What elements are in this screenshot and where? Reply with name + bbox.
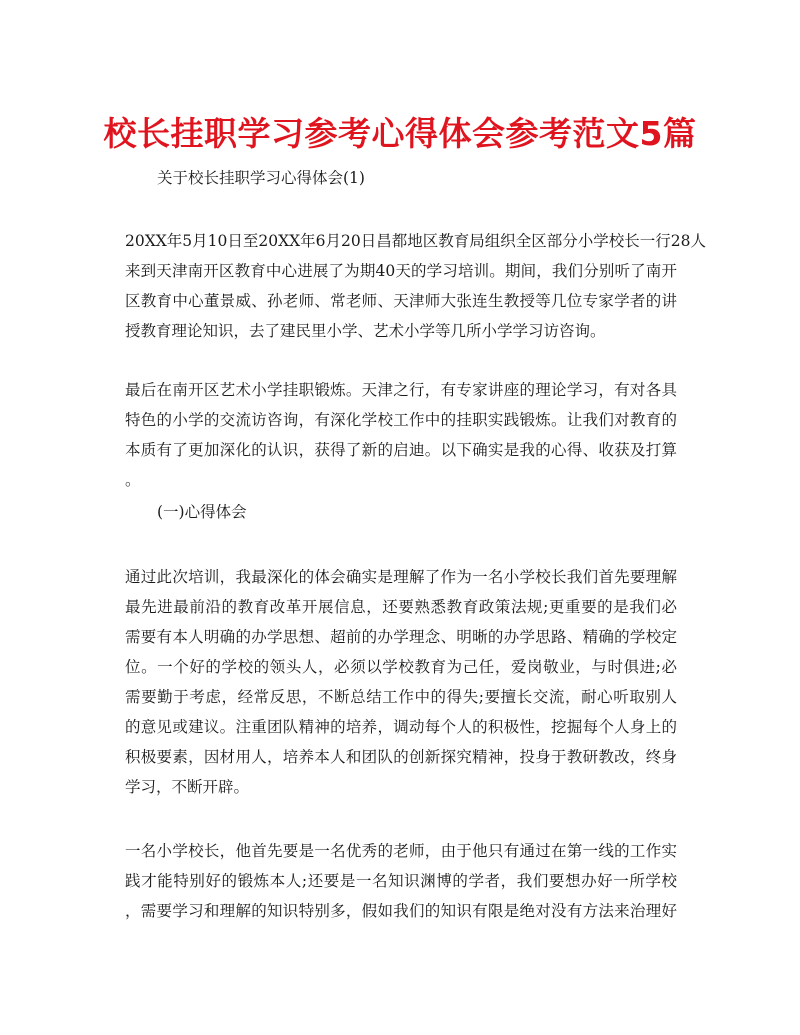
paragraph-2 xyxy=(125,375,677,495)
paragraph-line: 的意见或建议。注重团队精神的培养，调动每个人的积极性，挖掘每个人身上的 xyxy=(125,718,677,736)
paragraph-3 xyxy=(125,562,677,802)
paragraph-line: 践才能特别好的锻炼本人;还要是一名知识渊博的学者，我们要想办好一所学校 xyxy=(125,872,677,890)
section-heading: (一)心得体会 xyxy=(157,503,247,521)
paragraph-line: 通过此次培训，我最深化的体会确实是理解了作为一名小学校长我们首先要理解 xyxy=(125,568,677,586)
paragraph-line: 一名小学校长，他首先要是一名优秀的老师，由于他只有通过在第一线的工作实 xyxy=(125,842,677,860)
paragraph-line: 位。一个好的学校的领头人，必须以学校教育为己任，爱岗敬业，与时俱进;必 xyxy=(125,658,677,676)
paragraph-line: ，需要学习和理解的知识特别多，假如我们的知识有限是绝对没有方法来治理好 xyxy=(125,902,677,920)
paragraph-line: 需要勤于考虑，经常反思，不断总结工作中的得失;要擅长交流，耐心听取别人 xyxy=(125,688,677,706)
paragraph-line: 授教育理论知识，去了建民里小学、艺术小学等几所小学学习访咨询。 xyxy=(125,322,606,340)
document-subtitle: 关于校长挂职学习心得体会(1) xyxy=(157,169,365,187)
paragraph-line: 学习，不断开辟。 xyxy=(125,778,250,796)
paragraph-4 xyxy=(125,836,677,926)
paragraph-line: 20XX年5月10日至20XX年6月20日昌都地区教育局组织全区部分小学校长一行28人 xyxy=(125,232,706,250)
paragraph-line: 最后在南开区艺术小学挂职锻炼。天津之行，有专家讲座的理论学习，有对各具 xyxy=(125,381,677,399)
paragraph-line: 最先进最前沿的教育改革开展信息，还要熟悉教育政策法规;更重要的是我们必 xyxy=(125,598,677,616)
paragraph-line: 。 xyxy=(125,471,141,489)
paragraph-line: 来到天津南开区教育中心进展了为期40天的学习培训。期间，我们分别听了南开 xyxy=(125,262,677,280)
paragraph-line: 特色的小学的交流访咨询，有深化学校工作中的挂职实践锻炼。让我们对教育的 xyxy=(125,411,677,429)
paragraph-line: 区教育中心董景威、孙老师、常老师、天津师大张连生教授等几位专家学者的讲 xyxy=(125,292,677,310)
document-title: 校长挂职学习参考心得体会参考范文5篇 xyxy=(103,114,697,153)
paragraph-line: 本质有了更加深化的认识，获得了新的启迪。以下确实是我的心得、收获及打算 xyxy=(125,441,677,459)
paragraph-line: 积极要素，因材用人，培养本人和团队的创新探究精神，投身于教研教改，终身 xyxy=(125,748,677,766)
paragraph-line: 需要有本人明确的办学思想、超前的办学理念、明晰的办学思路、精确的学校定 xyxy=(125,628,677,646)
paragraph-1 xyxy=(125,226,706,346)
